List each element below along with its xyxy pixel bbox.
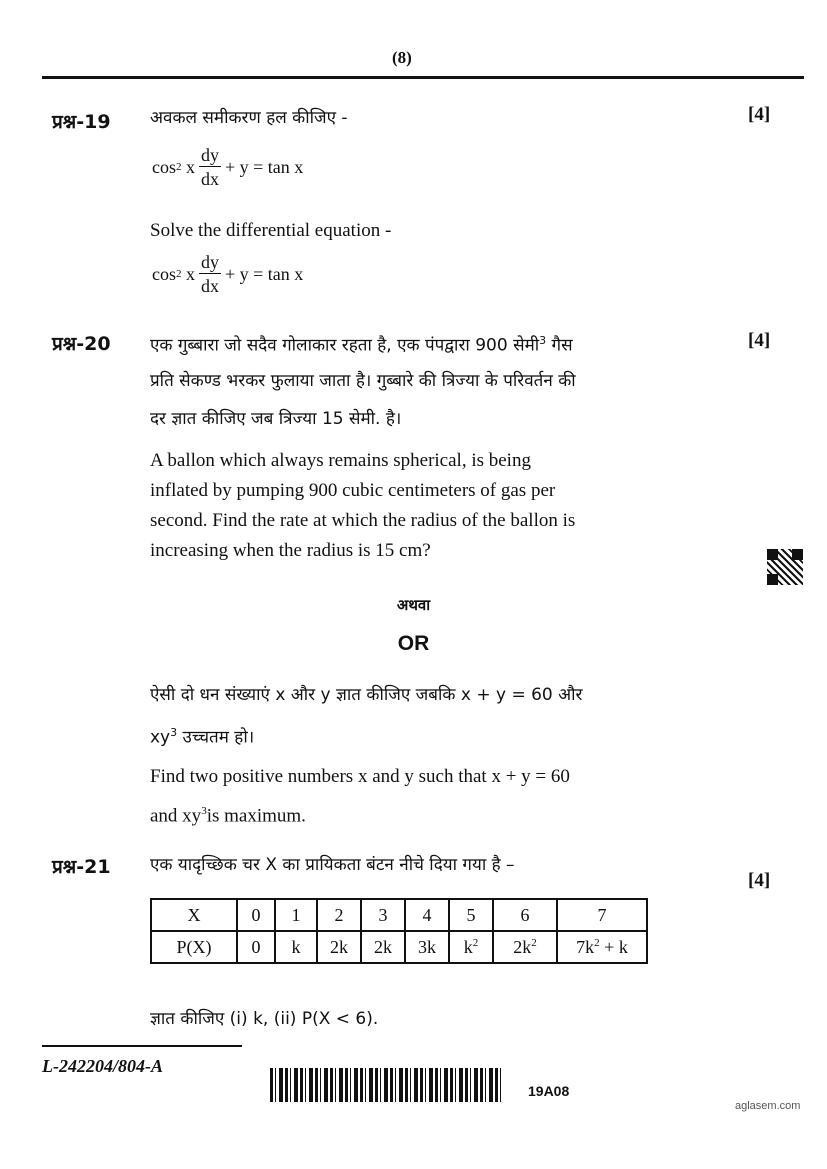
q20-hindi-line1	[150, 326, 573, 361]
eq-right: + y = tan x	[225, 156, 304, 177]
eq-exp: 2	[176, 161, 182, 173]
alt-hindi-sup: 3	[170, 726, 178, 739]
frac-num: dy	[201, 145, 219, 165]
q19-hindi: अवकल समीकरण हल कीजिए -	[150, 108, 348, 128]
cell-7k2-base: 7k	[576, 936, 595, 957]
alt-hindi-line1: ऐसी दो धन संख्याएं x और y ज्ञात कीजिए जबकि x + y = 60 और	[150, 685, 583, 705]
q21-find: ज्ञात कीजिए (i) k, (ii) P(X < 6).	[150, 1009, 379, 1029]
q21-hindi: एक यादृच्छिक चर X का प्रायिकता बंटन नीचे दिया गया है –	[150, 855, 515, 875]
alt-hindi-rest: उच्चतम हो।	[177, 727, 255, 748]
q19-equation-hindi	[152, 146, 303, 188]
q19-english: Solve the differential equation -	[150, 220, 392, 241]
frac-den: dx	[201, 276, 219, 296]
header-rule	[42, 76, 804, 79]
frac-den: dx	[201, 169, 219, 189]
table-row	[151, 931, 647, 963]
table-cell: 0	[237, 899, 275, 931]
alt-english-rest: is maximum.	[206, 805, 306, 827]
set-code: 19A08	[528, 1083, 570, 1099]
eq-fraction	[199, 146, 221, 188]
q20-hindi-sup: 3	[539, 334, 547, 347]
table-cell: k	[275, 931, 317, 963]
table-cell: 7	[557, 899, 647, 931]
q20-marks: [4]	[748, 330, 771, 351]
table-cell	[449, 931, 493, 963]
q20-hindi-l1-end: गैस	[546, 335, 573, 356]
paper-code: L-242204/804-A	[42, 1056, 163, 1076]
table-cell: 2k	[361, 931, 405, 963]
q20-english-line1: A ballon which always remains spherical, is being	[150, 450, 531, 471]
cell-2k2-base: 2k	[513, 936, 532, 957]
or-hindi: अथवा	[396, 596, 431, 614]
probability-table	[150, 898, 648, 964]
table-cell: X	[151, 899, 237, 931]
q20-hindi-line3: दर ज्ञात कीजिए जब त्रिज्या 15 सेमी. है।	[150, 409, 402, 429]
eq-fraction	[199, 253, 221, 295]
table-row	[151, 899, 647, 931]
table-cell	[493, 931, 557, 963]
q21-label: प्रश्न-21	[52, 856, 111, 878]
footer-rule	[42, 1045, 242, 1047]
table-cell: 6	[493, 899, 557, 931]
q19-equation-english	[152, 253, 303, 295]
eq-cos: cos	[152, 156, 176, 177]
frac-num: dy	[201, 252, 219, 272]
eq-right: + y = tan x	[225, 263, 304, 284]
cell-k2-sup: 2	[472, 936, 479, 949]
qr-code-icon	[766, 548, 804, 586]
q20-label: प्रश्न-20	[52, 333, 111, 355]
table-cell: P(X)	[151, 931, 237, 963]
cell-7k2-rest: + k	[599, 936, 628, 957]
table-cell: 1	[275, 899, 317, 931]
alt-hindi-xy: xy	[150, 727, 171, 748]
q20-english-line3: second. Find the rate at which the radius of the ballon is	[150, 510, 576, 531]
table-cell: 3k	[405, 931, 449, 963]
cell-k2-base: k	[463, 936, 473, 957]
table-cell	[557, 931, 647, 963]
barcode-icon	[270, 1068, 502, 1102]
q19-marks: [4]	[748, 104, 771, 125]
cell-2k2-sup: 2	[531, 936, 537, 949]
table-cell: 2k	[317, 931, 361, 963]
q21-marks: [4]	[748, 870, 771, 891]
eq-cos: cos	[152, 263, 176, 284]
watermark: aglasem.com	[735, 1100, 801, 1112]
q20-english-line2: inflated by pumping 900 cubic centimeters of gas per	[150, 480, 556, 501]
table-cell: 4	[405, 899, 449, 931]
q20-hindi-line2: प्रति सेकण्ड भरकर फुलाया जाता है। गुब्बारे की त्रिज्या के परिवर्तन की	[150, 371, 576, 391]
alt-english-and: and xy	[150, 805, 202, 827]
alt-english-sup: 3	[201, 805, 207, 817]
eq-exp: 2	[176, 268, 182, 280]
alt-english-line2	[150, 796, 306, 831]
table-cell: 5	[449, 899, 493, 931]
table-cell: 0	[237, 931, 275, 963]
alt-english-line1: Find two positive numbers x and y such that x + y = 60	[150, 766, 570, 787]
alt-hindi-line2	[150, 718, 254, 753]
table-cell: 2	[317, 899, 361, 931]
eq-x: x	[186, 156, 195, 177]
or-english: OR	[397, 632, 430, 655]
q20-english-line4: increasing when the radius is 15 cm?	[150, 540, 431, 561]
page-number: (8)	[392, 48, 412, 67]
q19-label: प्रश्न-19	[52, 111, 111, 133]
eq-x: x	[186, 263, 195, 284]
table-cell: 3	[361, 899, 405, 931]
q20-hindi-l1: एक गुब्बारा जो सदैव गोलाकार रहता है, एक पंपद्वारा 900 सेमी	[150, 335, 540, 356]
cell-7k2-sup: 2	[594, 936, 600, 949]
